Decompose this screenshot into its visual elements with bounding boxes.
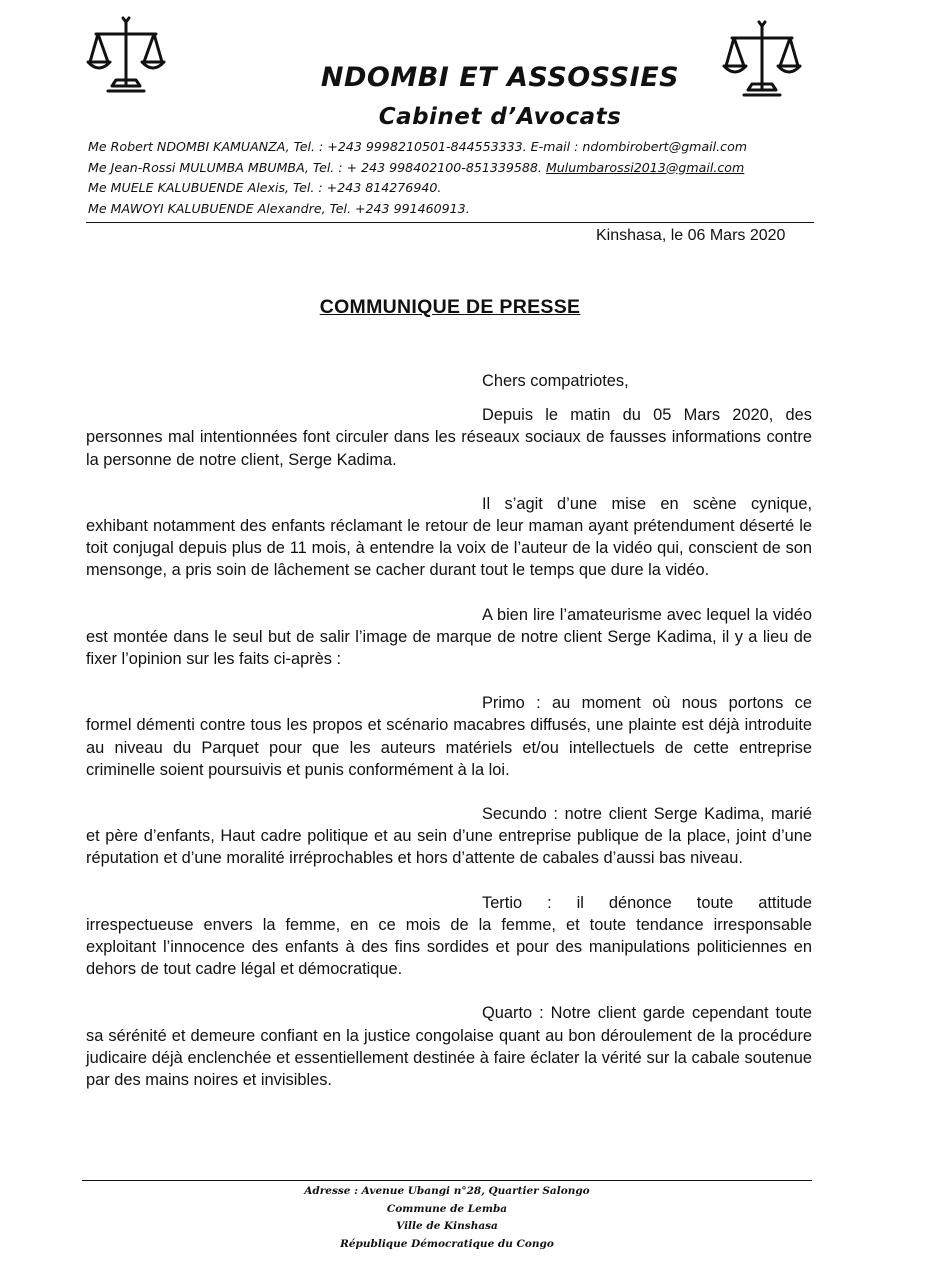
body-paragraph: Depuis le matin du 05 Mars 2020, des personnes mal intentionnées font circuler dans les réseaux sociaux de fausses informations contre la personne de notre client, Serge Kadima. bbox=[86, 406, 812, 469]
lawyer-contact-list bbox=[88, 137, 828, 219]
body-paragraph: A bien lire l’amateurisme avec lequel la vidéo est montée dans le seul but de salir l’image de marque de notre client Serge Kadima, il y a lieu de fixer l’opinion sur les faits ci-après : bbox=[86, 605, 812, 669]
footer-line: République Démocratique du Congo bbox=[340, 1237, 554, 1250]
document-date: Kinshasa, le 06 Mars 2020 bbox=[596, 227, 786, 244]
body-paragraph: Quarto : Notre client garde cependant toute sa sérénité et demeure confiant en la justice congolaise quant au bon déroulement de la procédure judicaire déjà enclenchée et essentiellement destinée à faire éclater la vérité sur la cabale soutenue par des mains noires et invisibles. bbox=[86, 1004, 812, 1090]
lawyer-contact-line bbox=[88, 137, 828, 158]
body-paragraph: Secundo : notre client Serge Kadima, marié et père d’enfants, Haut cadre politique et au sein d’une entreprise publique de la place, joint d’une réputation et d’une moralité irréprochables et hors d’attente de cabales d’aussi bas niveau. bbox=[86, 805, 812, 868]
firm-name: NDOMBI ET ASSOSSIES bbox=[320, 62, 680, 93]
lawyer-contact-text: Me MUELE KALUBUENDE Alexis, Tel. : +243 814276940. bbox=[88, 180, 442, 195]
document-heading: COMMUNIQUE DE PRESSE bbox=[319, 296, 581, 318]
body-paragraph: Tertio : il dénonce toute attitude irrespectueuse envers la femme, en ce mois de la femme, et toute tendance irresponsable exploitant l’innocence des enfants à des fins sordides et pour des manipulations politiciennes en dehors de tout cadre légal et démocratique. bbox=[86, 893, 812, 979]
body-paragraph: Primo : au moment où nous portons ce formel démenti contre tous les propos et scénario macabres diffusés, une plainte est déjà introduite au niveau du Parquet pour que les auteurs matériels et/ou intellectuels de cette entreprise criminelle soient poursuivis et punis conformément à la loi. bbox=[86, 694, 812, 779]
lawyer-contact-line bbox=[88, 199, 828, 220]
lawyer-contact-text: Me MAWOYI KALUBUENDE Alexandre, Tel. +243 991460913. bbox=[88, 200, 470, 216]
greeting: Chers compatriotes, bbox=[482, 372, 629, 390]
firm-subtitle: Cabinet d’Avocats bbox=[378, 104, 622, 130]
footer-divider bbox=[82, 1180, 812, 1181]
footer-address bbox=[0, 1183, 894, 1253]
document-body bbox=[86, 370, 812, 1113]
footer-line: Ville de Kinshasa bbox=[396, 1220, 498, 1232]
lawyer-contact-text: Me Jean-Rossi MULUMBA MBUMBA, Tel. : + 243 998402100-851339588. bbox=[88, 159, 546, 175]
lawyer-contact-line bbox=[88, 158, 828, 179]
footer-line: Adresse : Avenue Ubangi n°28, Quartier Salongo bbox=[304, 1185, 590, 1197]
header-divider bbox=[86, 222, 814, 223]
body-paragraph: Il s’agit d’une mise en scène cynique, exhibant notamment des enfants réclamant le retour de leur maman ayant prétendument déserté le toit conjugal depuis plus de 11 mois, à entendre la voix de l’auteur de la vidéo qui, conscient de son mensonge, a pris soin de lâchement se cacher durant tout le temps que dure la vidéo. bbox=[86, 494, 812, 580]
lawyer-contact-text: Me Robert NDOMBI KAMUANZA, Tel. : +243 9998210501-844553333. E-mail : ndombirobert@gmail.com bbox=[88, 139, 748, 154]
lawyer-contact-line bbox=[88, 178, 828, 199]
email-link[interactable]: Mulumbarossi2013@gmail.com bbox=[545, 159, 745, 175]
footer-line: Commune de Lemba bbox=[386, 1202, 508, 1215]
